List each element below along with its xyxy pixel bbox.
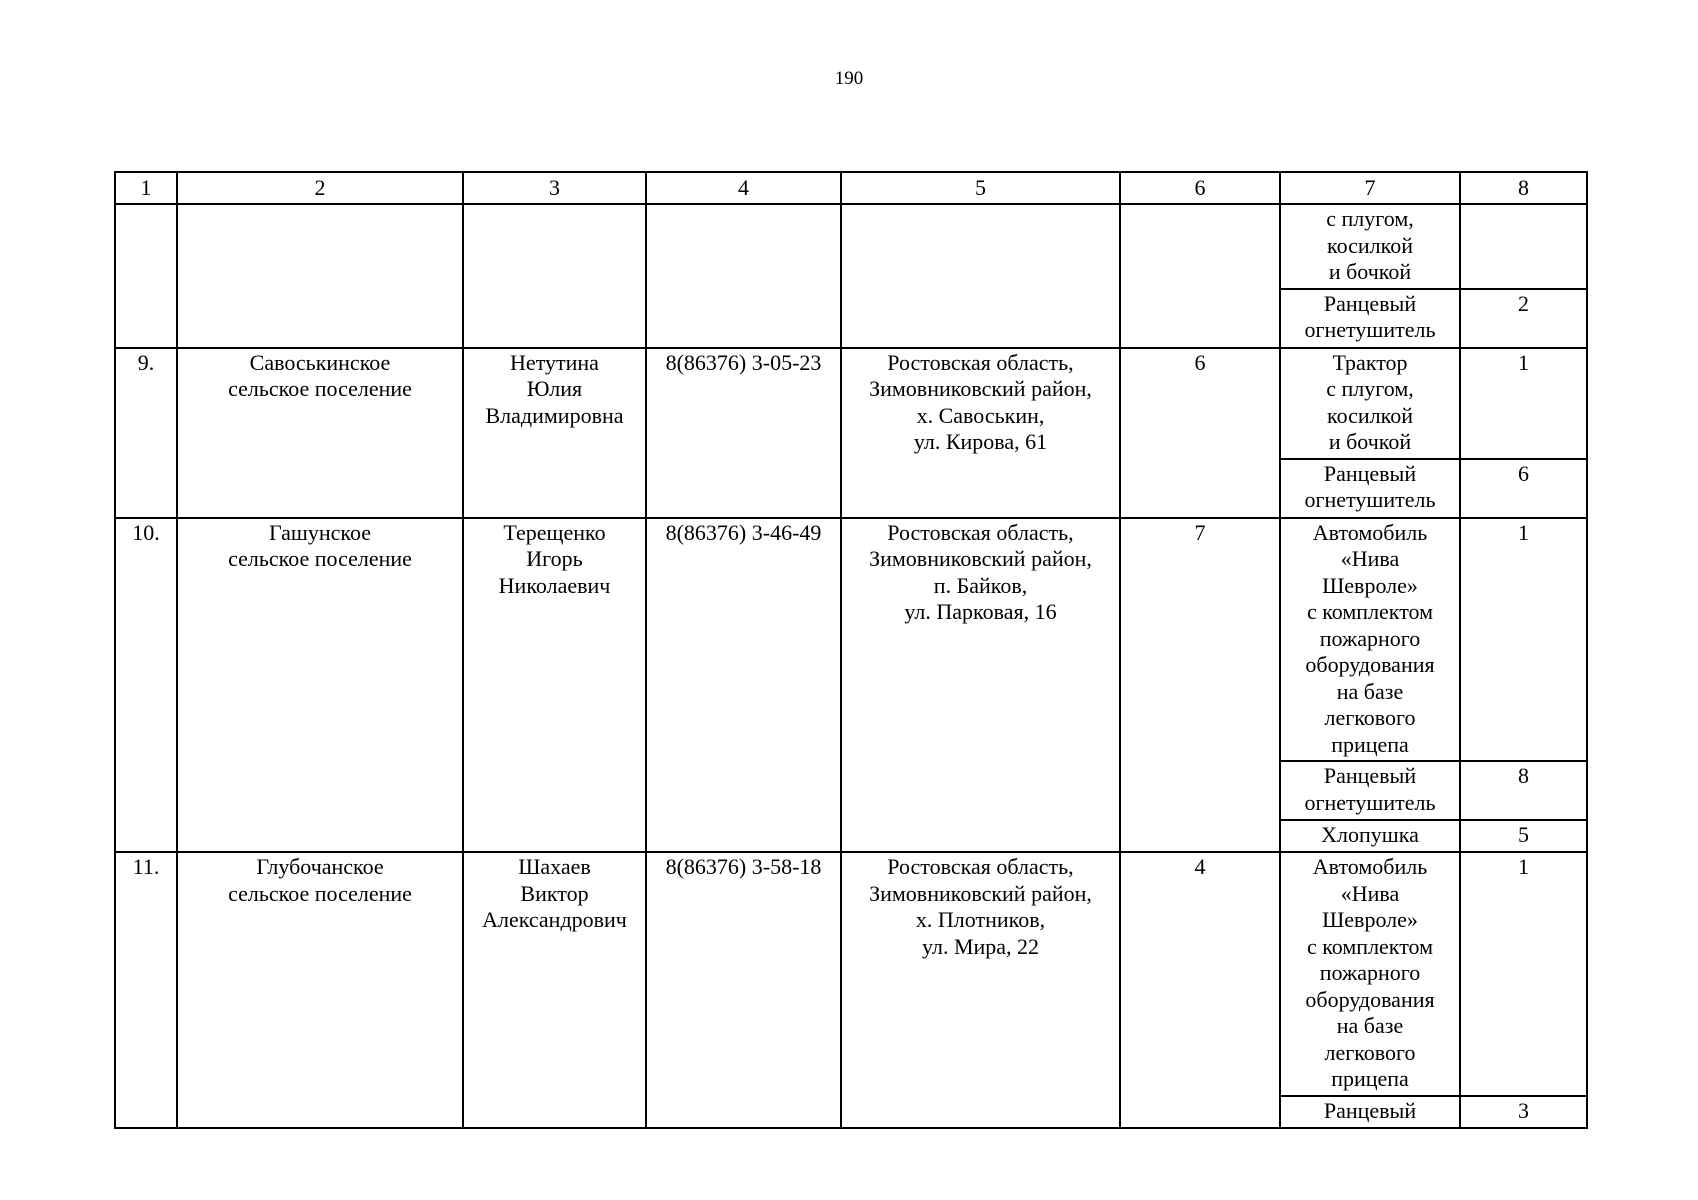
row-number: 9.: [115, 348, 177, 518]
phone-number: 8(86376) 3-58-18: [646, 852, 841, 1128]
row-number: 11.: [115, 852, 177, 1128]
equipment-qty: 2: [1460, 289, 1587, 348]
equipment-name: Хлопушка: [1280, 820, 1460, 852]
equipment-qty: 1: [1460, 518, 1587, 762]
table-header-row: [115, 172, 1587, 204]
equipment-name: Ранцевый огнетушитель: [1280, 459, 1460, 518]
person-name: Нетутина Юлия Владимировна: [463, 348, 646, 518]
empty-cell: [463, 204, 646, 348]
empty-cell: [646, 204, 841, 348]
empty-cell: [841, 204, 1120, 348]
empty-cell: [1120, 204, 1280, 348]
address: Ростовская область, Зимовниковский район, х. Плотников, ул. Мира, 22: [841, 852, 1120, 1128]
table-row: [115, 852, 1587, 1096]
empty-cell: [177, 204, 463, 348]
address: Ростовская область, Зимовниковский район, п. Байков, ул. Парковая, 16: [841, 518, 1120, 853]
phone-number: 8(86376) 3-05-23: [646, 348, 841, 518]
settlement-name: Гашунское сельское поселение: [177, 518, 463, 853]
people-count: 6: [1120, 348, 1280, 518]
table-row: [115, 204, 1587, 289]
equipment-qty: [1460, 204, 1587, 289]
phone-number: 8(86376) 3-46-49: [646, 518, 841, 853]
header-cell: 6: [1120, 172, 1280, 204]
settlement-name: Глубочанское сельское поселение: [177, 852, 463, 1128]
person-name: Терещенко Игорь Николаевич: [463, 518, 646, 853]
table-row: [115, 518, 1587, 762]
person-name: Шахаев Виктор Александрович: [463, 852, 646, 1128]
equipment-qty: 6: [1460, 459, 1587, 518]
equipment-qty: 1: [1460, 852, 1587, 1096]
equipment-name: Ранцевый огнетушитель: [1280, 289, 1460, 348]
equipment-name: Автомобиль «Нива Шевроле» с комплектом пожарного оборудования на базе легкового прицепа: [1280, 518, 1460, 762]
settlement-name: Савоськинское сельское поселение: [177, 348, 463, 518]
people-count: 7: [1120, 518, 1280, 853]
empty-cell: [115, 204, 177, 348]
equipment-name: Ранцевый огнетушитель: [1280, 761, 1460, 820]
equipment-qty: 8: [1460, 761, 1587, 820]
header-cell: 4: [646, 172, 841, 204]
equipment-name: Ранцевый: [1280, 1096, 1460, 1128]
equipment-qty: 5: [1460, 820, 1587, 852]
row-number: 10.: [115, 518, 177, 853]
table-row: [115, 348, 1587, 459]
equipment-qty: 1: [1460, 348, 1587, 459]
header-cell: 2: [177, 172, 463, 204]
header-cell: 3: [463, 172, 646, 204]
header-cell: 5: [841, 172, 1120, 204]
page-number: 190: [834, 68, 864, 89]
equipment-qty: 3: [1460, 1096, 1587, 1128]
address: Ростовская область, Зимовниковский район, х. Савоськин, ул. Кирова, 61: [841, 348, 1120, 518]
equipment-name: с плугом, косилкой и бочкой: [1280, 204, 1460, 289]
equipment-name: Автомобиль «Нива Шевроле» с комплектом пожарного оборудования на базе легкового прицепа: [1280, 852, 1460, 1096]
equipment-table: [114, 171, 1588, 1129]
people-count: 4: [1120, 852, 1280, 1128]
header-cell: 8: [1460, 172, 1587, 204]
header-cell: 7: [1280, 172, 1460, 204]
equipment-name: Трактор с плугом, косилкой и бочкой: [1280, 348, 1460, 459]
header-cell: 1: [115, 172, 177, 204]
